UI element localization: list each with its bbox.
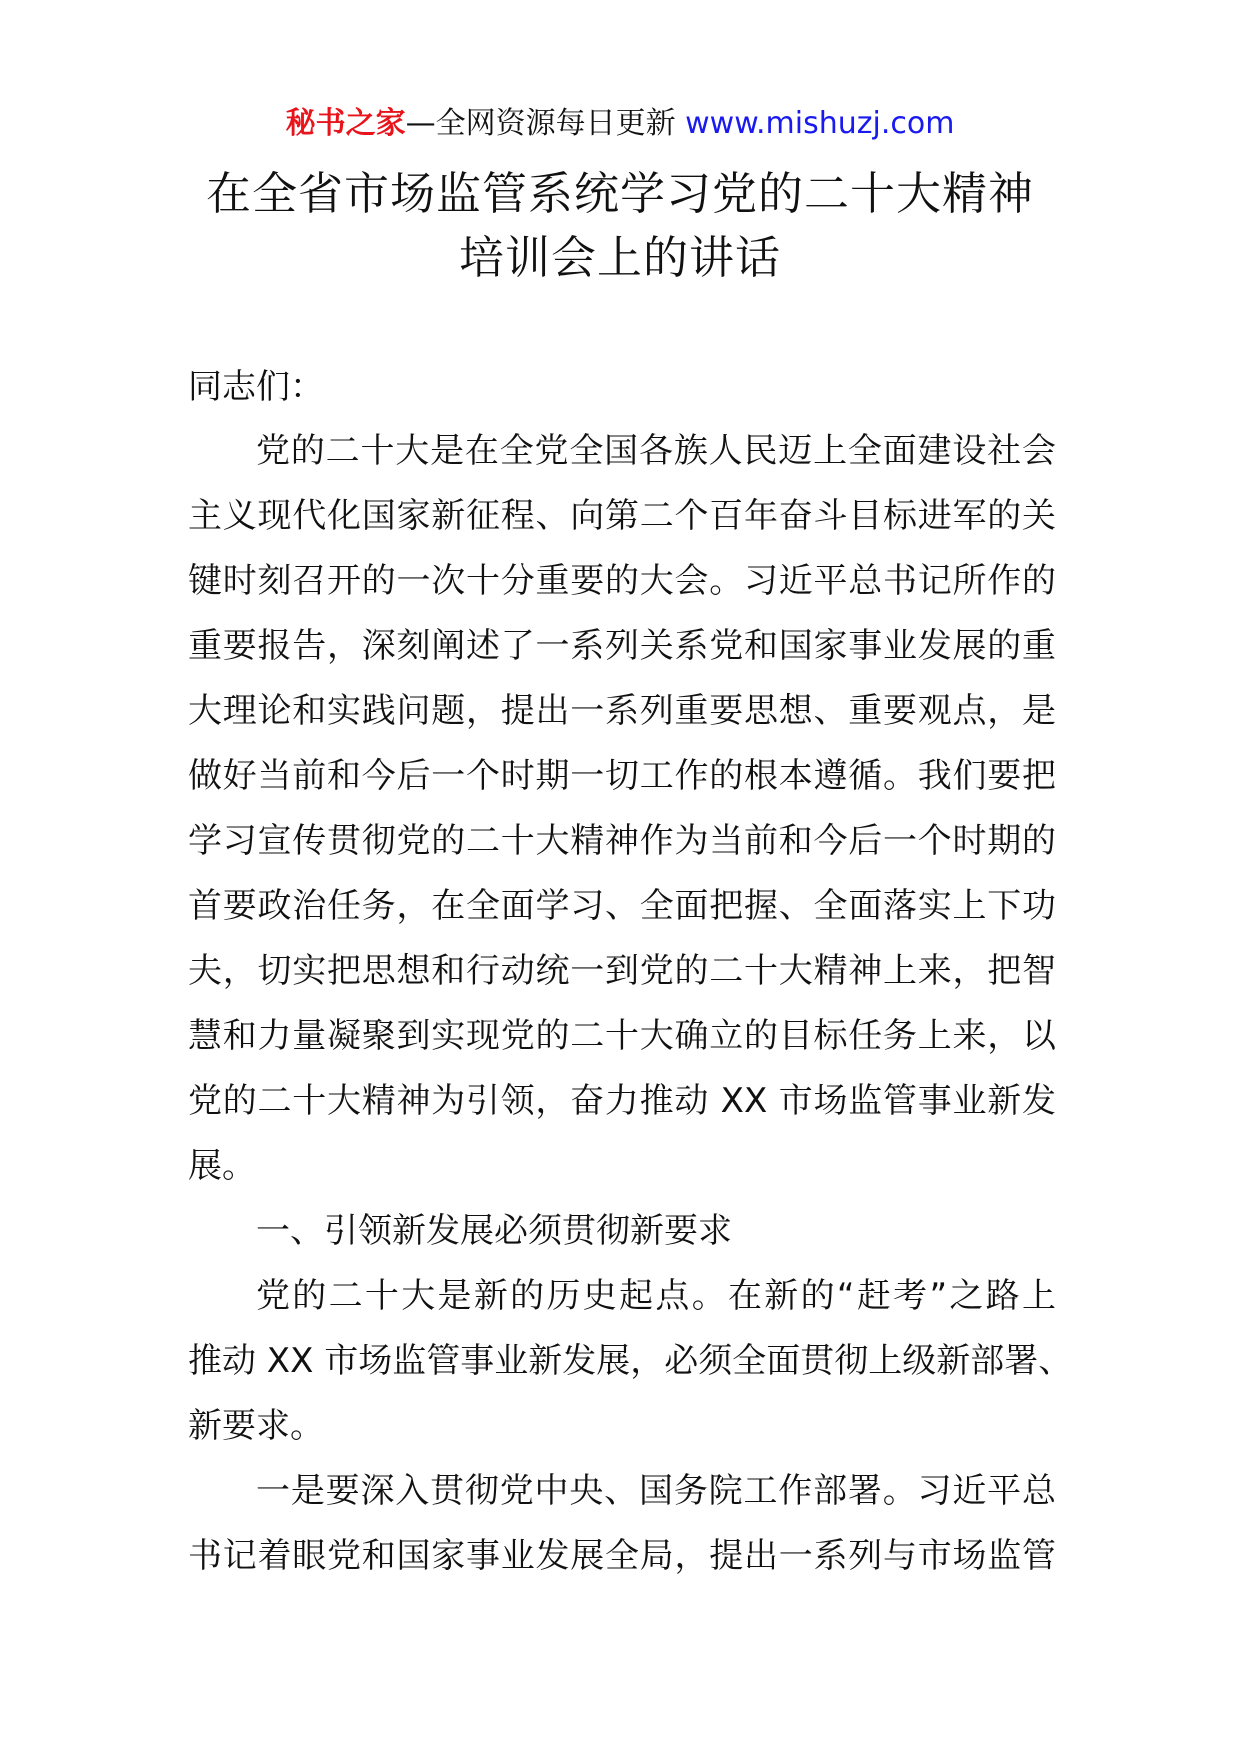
paragraph-line: 做好当前和今后一个时期一切工作的根本遵循。我们要把 xyxy=(188,756,1056,796)
paragraph-line: 推动 XX 市场监管事业新发展，必须全面贯彻上级新部署、 xyxy=(188,1341,1073,1381)
salutation xyxy=(188,355,1056,420)
paragraph-line: 主义现代化国家新征程、向第二个百年奋斗目标进军的关 xyxy=(188,496,1056,536)
section-heading-text: 一、引领新发展必须贯彻新要求 xyxy=(256,1211,732,1251)
paragraph-line: 首要政治任务，在全面学习、全面把握、全面落实上下功 xyxy=(188,886,1056,926)
paragraph-line: 重要报告，深刻阐述了一系列关系党和国家事业发展的重 xyxy=(188,626,1056,666)
document-title-line-2: 培训会上的讲话 xyxy=(458,231,781,284)
paragraph-line: 党的二十大是在全党全国各族人民迈上全面建设社会 xyxy=(256,431,1056,471)
salutation-text: 同志们： xyxy=(188,367,324,407)
paragraph-line: 键时刻召开的一次十分重要的大会。习近平总书记所作的 xyxy=(188,561,1056,601)
section-heading-1 xyxy=(188,1199,1056,1264)
paragraph-section-1-intro xyxy=(188,1264,1073,1459)
paragraph-line: 书记着眼党和国家事业发展全局，提出一系列与市场监管 xyxy=(188,1536,1056,1576)
header-tagline: —全网资源每日更新 xyxy=(405,106,686,141)
paragraph-line: 展。 xyxy=(188,1146,256,1186)
paragraph-line: 新要求。 xyxy=(188,1406,324,1446)
paragraph-line: 学习宣传贯彻党的二十大精神作为当前和今后一个时期的 xyxy=(188,821,1056,861)
brand-name: 秘书之家 xyxy=(285,106,406,141)
paragraph-line: 大理论和实践问题，提出一系列重要思想、重要观点，是 xyxy=(188,691,1056,731)
paragraph-line: 一是要深入贯彻党中央、国务院工作部署。习近平总 xyxy=(256,1471,1056,1511)
paragraph-line: 党的二十大精神为引领，奋力推动 XX 市场监管事业新发 xyxy=(188,1081,1056,1121)
site-url-link[interactable]: www.mishuzj.com xyxy=(685,106,955,141)
document-title-line-1: 在全省市场监管系统学习党的二十大精神 xyxy=(205,167,1034,220)
site-header xyxy=(0,102,1240,146)
paragraph-line: 慧和力量凝聚到实现党的二十大确立的目标任务上来，以 xyxy=(188,1016,1056,1056)
paragraph-line: 党的二十大是新的历史起点。在新的“赶考”之路上 xyxy=(256,1276,1056,1316)
paragraph-point-1 xyxy=(188,1459,1056,1589)
paragraph-line: 夫，切实把思想和行动统一到党的二十大精神上来，把智 xyxy=(188,951,1056,991)
paragraph-intro xyxy=(188,419,1056,1199)
